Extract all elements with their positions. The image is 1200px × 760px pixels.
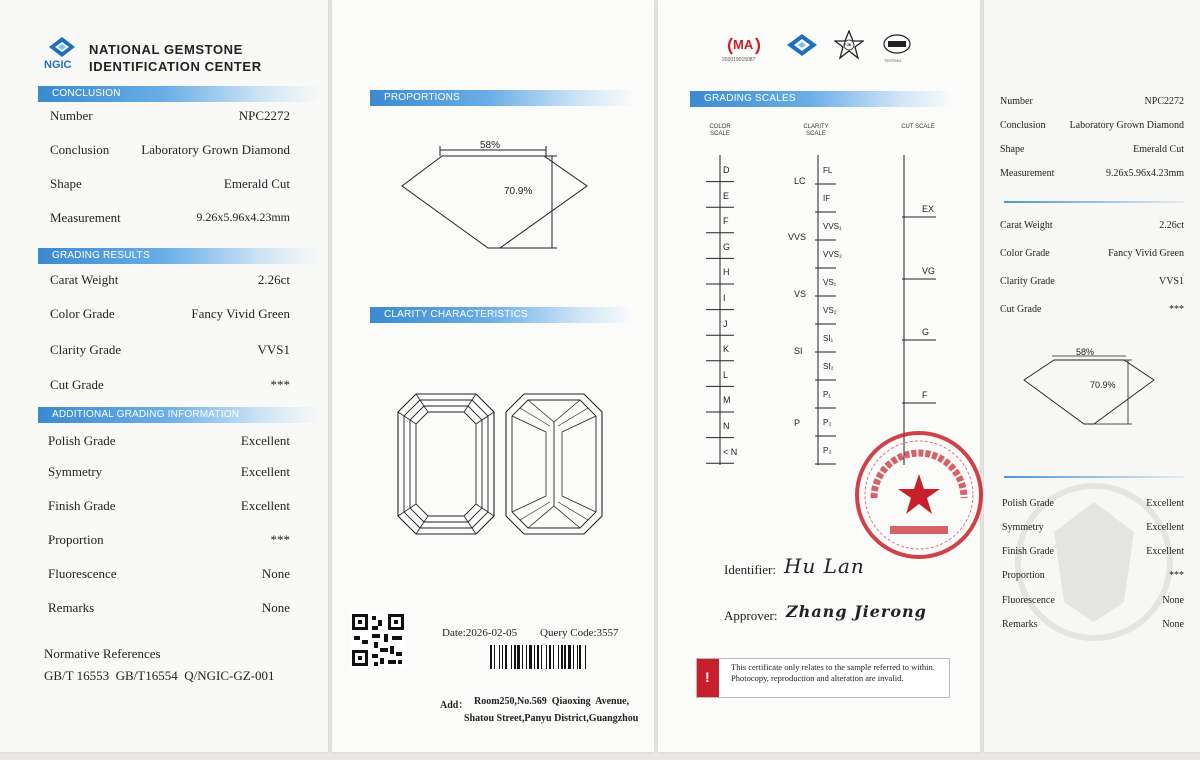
clarity-scale-grade: VS₂ xyxy=(823,306,837,315)
barcode-bar xyxy=(546,645,547,669)
color-scale-grade: G xyxy=(723,241,731,252)
color-scale-heading: COLOR SCALE xyxy=(709,124,731,137)
barcode-bar xyxy=(514,645,516,669)
address-line2: Shatou Street,Panyu District,Guangzhou xyxy=(464,713,639,724)
summary-mid-section: Carat Weight 2.26ct Color Grade Fancy Vivid Green Clarity Grade VVS1 Cut Grade *** xyxy=(1000,220,1184,315)
proportions-diagram xyxy=(392,136,602,260)
certificate-panel-summary xyxy=(984,0,1200,752)
address-line1: Room250,No.569 Qiaoxing Avenue, xyxy=(474,696,630,707)
cut-scale-grade: F xyxy=(922,390,928,400)
clarity-scale-group: P xyxy=(794,418,801,428)
barcode-bar xyxy=(577,645,578,669)
org-name-line1: NATIONAL GEMSTONE xyxy=(89,42,243,57)
additional-grading-section: Polish Grade Excellent Symmetry Excellent Finish Grade Excellent Proportion *** Fluorescence None Remarks None xyxy=(48,433,290,615)
barcode-bar xyxy=(490,645,492,669)
barcode-bar xyxy=(573,645,574,669)
report-date: Date:2026-02-05 xyxy=(442,627,518,639)
barcode-bar xyxy=(499,645,500,669)
certificate-panel-scales xyxy=(658,0,980,752)
cma-number: 202019015087 xyxy=(722,57,756,63)
grading-results-band: GRADING RESULTS xyxy=(38,248,320,264)
identifier-signature: Hu Lan xyxy=(784,554,865,578)
warning-icon: ! xyxy=(697,659,719,697)
clarity-scale-grade: VVS₂ xyxy=(823,250,843,259)
barcode-bar xyxy=(568,645,571,669)
color-scale-grade: J xyxy=(723,318,728,329)
conclusion-section: Number NPC2272 Conclusion Laboratory Grown Diamond Shape Emerald Cut Measurement 9.26x5.96x4.23mm xyxy=(50,108,290,225)
proportions-band: PROPORTIONS xyxy=(370,90,634,106)
fjk-text: FJK xyxy=(844,42,852,47)
barcode-bar xyxy=(537,645,539,669)
color-scale-grade: F xyxy=(723,216,729,227)
table-percentage-label: 58% xyxy=(480,140,501,151)
clarity-scale-grade: IF xyxy=(823,194,831,203)
cut-scale-grade: VG xyxy=(922,266,936,276)
barcode xyxy=(490,645,630,669)
emerald-cut-crown-diagram xyxy=(396,392,496,536)
cut-scale-heading: CUT SCALE xyxy=(901,124,935,130)
conclusion-band: CONCLUSION xyxy=(38,86,320,102)
clarity-scale-group: SI xyxy=(794,346,803,356)
barcode-bar xyxy=(579,645,581,669)
grading-results-section: Carat Weight 2.26ct Color Grade Fancy Vivid Green Clarity Grade VVS1 Cut Grade *** xyxy=(50,272,290,392)
summary-bottom-section: Polish Grade Excellent Symmetry Excellent Finish Grade Excellent Proportion *** Fluorescence None Remarks None xyxy=(1002,498,1184,630)
grading-scales-band: GRADING SCALES xyxy=(690,91,954,107)
barcode-bar xyxy=(561,645,563,669)
clarity-scale-grade: FL xyxy=(823,166,833,175)
clarity-scale-group: VS xyxy=(794,289,807,299)
approver-label: Approver: xyxy=(724,608,778,623)
color-scale-grade: H xyxy=(723,267,730,278)
cut-scale-grade: EX xyxy=(922,204,935,214)
clarity-scale-grade: VS₁ xyxy=(823,278,837,287)
clarity-scale-grade: VVS₁ xyxy=(823,222,842,231)
barcode-bar xyxy=(541,645,542,669)
identifier-label: Identifier: xyxy=(724,562,776,577)
grading-scales-lines xyxy=(658,0,980,480)
barcode-bar xyxy=(522,645,523,669)
additional-grading-band: ADDITIONAL GRADING INFORMATION xyxy=(38,407,320,423)
clarity-scale-grade: SI₂ xyxy=(823,362,834,371)
color-scale-grade: I xyxy=(723,293,726,303)
qr-code-icon xyxy=(350,612,406,668)
summary-divider-1 xyxy=(1004,201,1184,203)
color-scale-grade: E xyxy=(723,190,730,201)
normative-references-list: GB/T 16553 GB/T16554 Q/NGIC-GZ-001 xyxy=(44,668,275,683)
barcode-bar xyxy=(494,645,495,669)
certificate-panel-diagrams xyxy=(332,0,654,752)
color-scale-grade: K xyxy=(723,344,730,355)
grading-scales-chart xyxy=(658,0,980,480)
emerald-cut-pavilion-diagram xyxy=(504,392,604,536)
query-code: Query Code:3557 xyxy=(540,627,619,639)
barcode-bar xyxy=(505,645,507,669)
barcode-bar xyxy=(529,645,532,669)
approver-signature: Zhang Jierong xyxy=(786,602,927,621)
summary-top-section: Number NPC2272 Conclusion Laboratory Grown Diamond Shape Emerald Cut Measurement 9.26x5.96x4.23mm xyxy=(1000,96,1184,179)
clarity-scale-grade: P₂ xyxy=(823,418,832,427)
color-scale-grade: D xyxy=(723,165,730,175)
org-name-line2: IDENTIFICATION CENTER xyxy=(89,59,262,74)
barcode-bar xyxy=(502,645,503,669)
normative-references-title: Normative References xyxy=(44,646,161,661)
barcode-bar xyxy=(517,645,520,669)
summary-depth-label: 70.9% xyxy=(1090,380,1116,390)
clarity-scale-group: VVS xyxy=(788,232,807,242)
testing-text: TESTING xyxy=(884,58,902,63)
color-scale-grade: N xyxy=(723,421,730,431)
address-label: Add： xyxy=(440,700,469,711)
clarity-scale-grade: SI₁ xyxy=(823,334,834,343)
ngic-logo-icon xyxy=(48,36,76,58)
barcode-bar xyxy=(564,645,566,669)
clarity-scale-heading: CLARITY SCALE xyxy=(803,124,829,137)
summary-divider-2 xyxy=(1004,476,1184,478)
notice-box xyxy=(696,658,950,698)
clarity-scale-group: LC xyxy=(794,176,806,186)
barcode-bar xyxy=(511,645,512,669)
color-scale-grade: M xyxy=(723,395,731,406)
color-scale-grade: L xyxy=(723,369,729,380)
notice-text: This certificate only relates to the sample referred to within. Photocopy, reproduction and alteration are invalid. xyxy=(731,662,935,683)
certificate-panel-main xyxy=(0,0,328,752)
barcode-bar xyxy=(553,645,554,669)
cut-scale-grade: G xyxy=(922,327,930,337)
barcode-bar xyxy=(558,645,559,669)
barcode-bar xyxy=(549,645,551,669)
summary-table-label: 58% xyxy=(1076,347,1095,357)
barcode-bar xyxy=(585,645,586,669)
clarity-scale-grade: P₃ xyxy=(823,446,832,455)
barcode-bar xyxy=(534,645,535,669)
cma-badge-text: MA xyxy=(733,37,754,52)
ngic-logo-text: NGIC xyxy=(44,59,72,71)
official-seal-icon xyxy=(850,428,988,562)
color-scale-grade: < N xyxy=(723,446,738,457)
barcode-bar xyxy=(526,645,527,669)
depth-percentage-label: 70.9% xyxy=(504,186,533,197)
clarity-characteristics-band: CLARITY CHARACTERISTICS xyxy=(370,307,634,323)
clarity-scale-grade: P₁ xyxy=(823,390,832,399)
